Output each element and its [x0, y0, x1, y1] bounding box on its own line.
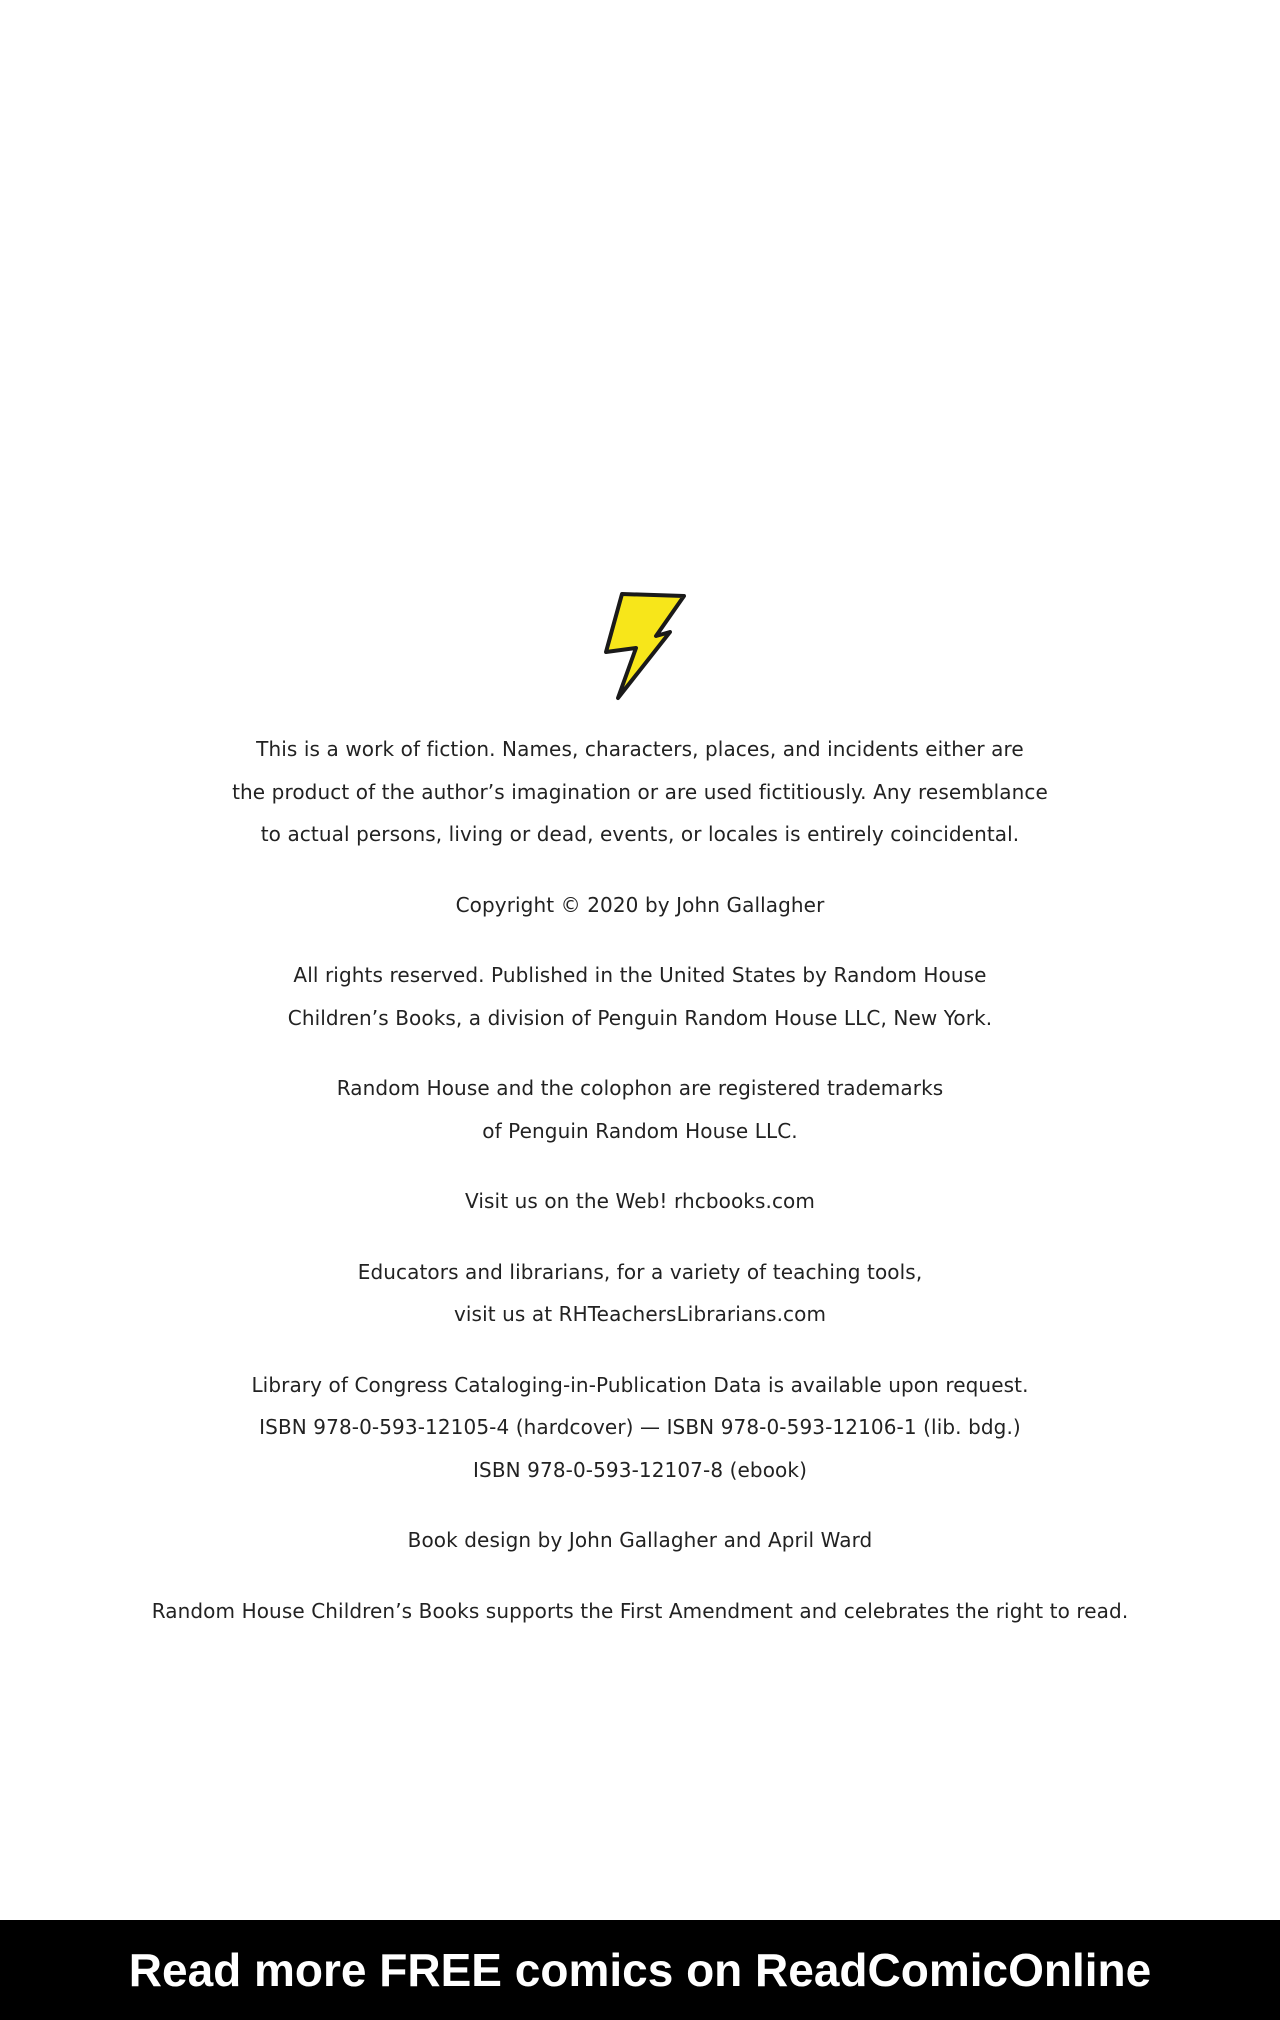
website-notice [0, 1180, 1280, 1223]
rights-line: All rights reserved. Published in the United States by Random House [293, 963, 987, 987]
cataloging-data [0, 1364, 1280, 1492]
rights-statement [0, 954, 1280, 1039]
disclaimer-line: the product of the author’s imagination or are used fictitiously. Any resemblance [232, 779, 1048, 804]
website-line: Visit us on the Web! rhcbooks.com [465, 1189, 815, 1213]
promo-banner[interactable] [0, 1920, 1280, 2020]
educators-notice [0, 1251, 1280, 1336]
trademark-statement [0, 1067, 1280, 1152]
cataloging-line: Library of Congress Cataloging-in-Publication Data is available upon request. [251, 1372, 1029, 1397]
isbn-line: ISBN 978-0-593-12105-4 (hardcover) — ISBN 978-0-593-12106-1 (lib. bdg.) [259, 1415, 1021, 1439]
isbn-line: ISBN 978-0-593-12107-8 (ebook) [473, 1457, 807, 1482]
disclaimer-line: to actual persons, living or dead, events, or locales is entirely coincidental. [260, 822, 1020, 846]
copyright-text [0, 728, 1280, 1660]
rights-line: Children’s Books, a division of Penguin Random House LLC, New York. [287, 1005, 993, 1030]
disclaimer-line: This is a work of fiction. Names, characters, places, and incidents either are [256, 737, 1024, 761]
trademark-line: Random House and the colophon are registered trademarks [336, 1076, 944, 1100]
lightning-bolt-icon [604, 590, 688, 702]
lightning-bolt-shape [606, 594, 684, 698]
first-amendment-statement [0, 1590, 1280, 1633]
promo-banner-text[interactable]: Read more FREE comics on ReadComicOnline [128, 1944, 1152, 1996]
educators-line: Educators and librarians, for a variety of teaching tools, [357, 1259, 923, 1284]
first-amendment-line: Random House Children’s Books supports the First Amendment and celebrates the right to read. [151, 1598, 1129, 1623]
fiction-disclaimer [0, 728, 1280, 856]
design-line: Book design by John Gallagher and April Ward [407, 1528, 873, 1552]
trademark-line: of Penguin Random House LLC. [482, 1118, 798, 1143]
copyright-line: Copyright © 2020 by John Gallagher [455, 892, 825, 917]
copyright-notice [0, 884, 1280, 927]
educators-line: visit us at RHTeachersLibrarians.com [453, 1302, 827, 1326]
design-credit [0, 1519, 1280, 1562]
